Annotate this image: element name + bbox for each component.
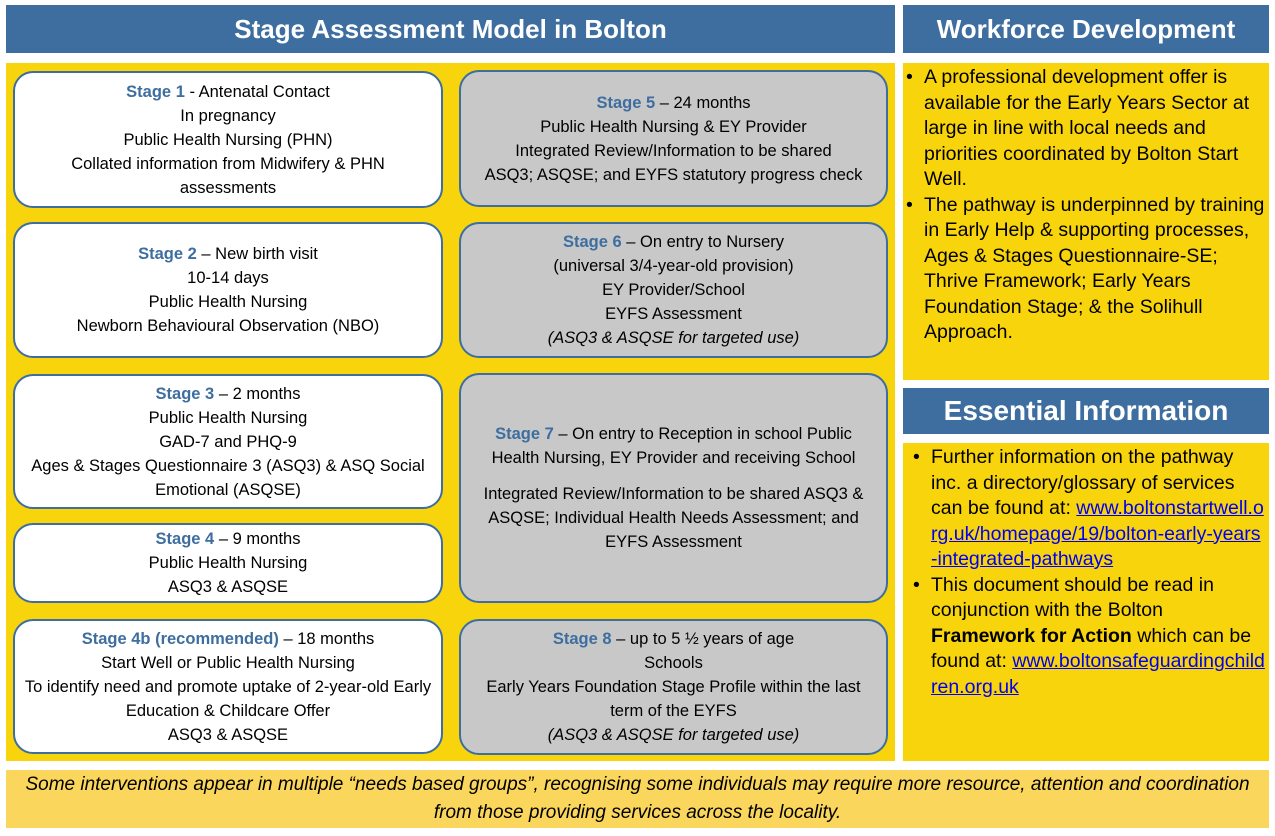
stage-6-box bbox=[459, 222, 888, 358]
stage-7-box bbox=[459, 373, 888, 603]
stage-8-note: (ASQ3 & ASQSE for targeted use) bbox=[547, 726, 800, 744]
stage-4-line: Public Health Nursing bbox=[148, 554, 308, 572]
essential-panel bbox=[903, 443, 1269, 761]
stage-8-line: Early Years Foundation Stage Profile within the last term of the EYFS bbox=[486, 678, 861, 720]
stage-4-heading: – 9 months bbox=[214, 530, 301, 548]
stage-1-line: Collated information from Midwifery & PHN assessments bbox=[71, 154, 385, 197]
stage-6-line: (universal 3/4-year-old provision) bbox=[553, 257, 794, 275]
stage-4-line: ASQ3 & ASQSE bbox=[167, 578, 289, 596]
stage-5-box bbox=[459, 70, 888, 207]
startwell-link[interactable]: www.boltonstartwell.org.uk/homepage/19/bolton-early-years-integrated-pathways bbox=[931, 497, 1264, 570]
stage-1-name: Stage 1 bbox=[126, 82, 185, 101]
essential-title: Essential Information bbox=[903, 388, 1269, 434]
essential-text: This document should be read in conjunction with the Bolton bbox=[931, 573, 1214, 621]
essential-list bbox=[903, 443, 1269, 700]
stage-1-box bbox=[13, 71, 443, 208]
stage-2-box bbox=[13, 222, 443, 358]
stage-2-line: Newborn Behavioural Observation (NBO) bbox=[76, 317, 380, 335]
stage-4b-heading: – 18 months bbox=[278, 629, 375, 648]
stage-5-heading: – 24 months bbox=[655, 93, 751, 112]
stage-4b-name: Stage 4b (recommended) bbox=[81, 629, 279, 648]
workforce-panel bbox=[903, 63, 1269, 380]
stage-4b-line: Start Well or Public Health Nursing bbox=[101, 653, 355, 672]
safeguarding-link[interactable]: www.boltonsafeguardingchildren.org.uk bbox=[931, 650, 1265, 698]
stage-2-name: Stage 2 bbox=[138, 245, 197, 263]
workforce-title: Workforce Development bbox=[903, 5, 1269, 53]
stage-4-box bbox=[13, 523, 443, 603]
stage-6-line: EY Provider/School bbox=[602, 281, 745, 299]
stage-8-name: Stage 8 bbox=[552, 630, 612, 648]
stage-8-heading: – up to 5 ½ years of age bbox=[611, 630, 795, 648]
stage-3-box bbox=[13, 374, 443, 509]
essential-bullet bbox=[910, 573, 1265, 701]
stage-1-heading: - Antenatal Contact bbox=[184, 82, 330, 101]
stage-6-heading: – On entry to Nursery bbox=[621, 233, 784, 251]
stage-2-heading: – New birth visit bbox=[196, 245, 318, 263]
stage-2-line: Public Health Nursing bbox=[148, 293, 308, 311]
essential-text: Further information on the pathway inc. a directory/glossary of services can be found at: bbox=[931, 446, 1235, 519]
stage-panel bbox=[6, 63, 895, 761]
stage-3-line: GAD-7 and PHQ-9 bbox=[159, 432, 297, 451]
footer-note: Some interventions appear in multiple “needs based groups”, recognising some individuals may require more resource, attention and coordination from those providing services across the locality. bbox=[6, 770, 1269, 828]
stage-7-name: Stage 7 bbox=[495, 425, 554, 443]
stage-7-heading: – On entry to Reception in school Public Health Nursing, EY Provider and receiving School bbox=[491, 425, 856, 467]
essential-bullet bbox=[910, 445, 1265, 573]
workforce-bullet: • A professional development offer is available for the Early Years Sector at large in line with local needs and priorities coordinated by Bolton Start Well. bbox=[903, 65, 1265, 193]
stage-6-line: EYFS Assessment bbox=[605, 305, 742, 323]
stage-4b-box bbox=[13, 619, 443, 754]
stage-1-line: In pregnancy bbox=[180, 106, 276, 125]
stage-5-name: Stage 5 bbox=[596, 93, 656, 112]
stage-8-box bbox=[459, 619, 888, 755]
stage-4b-line: To identify need and promote uptake of 2-year-old Early Education & Childcare Offer bbox=[24, 677, 432, 720]
stage-3-heading: – 2 months bbox=[214, 384, 301, 403]
stage-7-line: Integrated Review/Information to be shared ASQ3 & ASQSE; Individual Health Needs Assessment; and EYFS Assessment bbox=[483, 485, 864, 551]
stage-4-name: Stage 4 bbox=[155, 530, 215, 548]
main-title: Stage Assessment Model in Bolton bbox=[6, 5, 895, 53]
workforce-bullet: • The pathway is underpinned by training in Early Help & supporting processes, Ages & Stages Questionnaire-SE; Thrive Framework; Early Years Foundation Stage; & the Solihull Approach. bbox=[903, 193, 1265, 346]
stage-3-name: Stage 3 bbox=[155, 384, 215, 403]
stage-5-line: Integrated Review/Information to be shared bbox=[515, 141, 832, 160]
stage-6-note: (ASQ3 & ASQSE for targeted use) bbox=[547, 329, 800, 347]
essential-text: which can be found at: bbox=[931, 624, 1252, 672]
stage-6-name: Stage 6 bbox=[562, 233, 622, 251]
stage-5-line: Public Health Nursing & EY Provider bbox=[540, 117, 807, 136]
framework-for-action: Framework for Action bbox=[931, 624, 1132, 647]
stage-5-line: ASQ3; ASQSE; and EYFS statutory progress check bbox=[484, 165, 863, 184]
stage-3-line: Public Health Nursing bbox=[148, 408, 308, 427]
workforce-list bbox=[903, 63, 1269, 346]
stage-1-line: Public Health Nursing (PHN) bbox=[123, 130, 333, 149]
stage-3-line: Ages & Stages Questionnaire 3 (ASQ3) & ASQ Social Emotional (ASQSE) bbox=[31, 456, 425, 499]
stage-2-line: 10-14 days bbox=[187, 269, 269, 287]
stage-8-line: Schools bbox=[644, 654, 703, 672]
stage-4b-line: ASQ3 & ASQSE bbox=[167, 725, 289, 744]
